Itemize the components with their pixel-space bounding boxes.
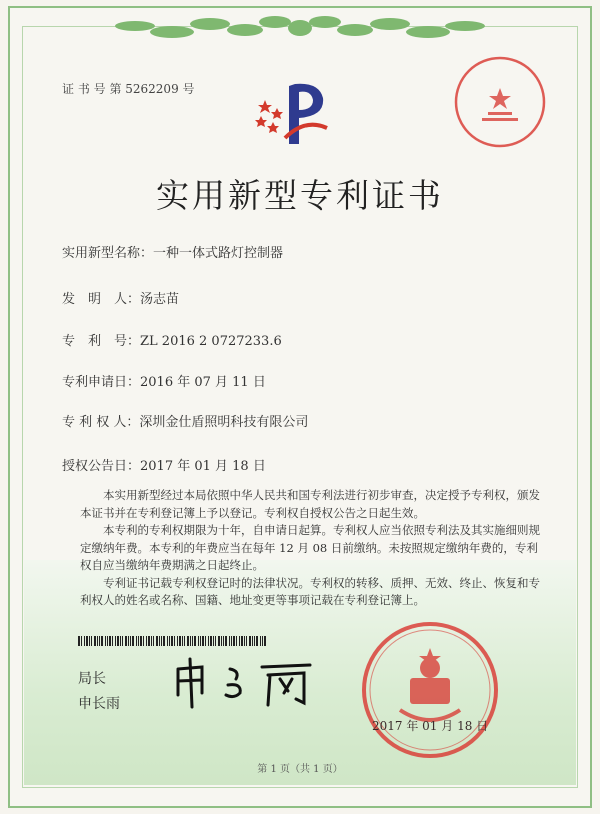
certificate-body [80, 487, 540, 610]
body-paragraph: 专利证书记载专利权登记时的法律状况。专利权的转移、质押、无效、终止、恢复和专利权人的姓名或名称、国籍、地址变更等事项记载在专利登记簿上。 [80, 575, 540, 607]
certificate-number: 证 书 号 第 5262209 号 [62, 82, 195, 96]
issue-date: 2017 年 01 月 18 日 [372, 719, 489, 733]
cnipa-logo-icon [255, 78, 335, 148]
filing-date: 专利申请日：2016 年 07 月 11 日 [62, 375, 266, 390]
barcode [78, 636, 268, 646]
body-paragraph: 本专利的专利权期限为十年，自申请日起算。专利权人应当依照专利法及其实施细则规定缴纳年费。本专利的年费应当在每年 12 月 08 日前缴纳。未按照规定缴纳年费的，专利权自应当缴纳年费期满之日起终止。 [80, 523, 540, 572]
director-name: 申长雨 [78, 696, 120, 712]
page-number: 第 1 页（共 1 页） [257, 764, 343, 775]
director-signature [170, 655, 320, 710]
patentee: 专 利 权 人：深圳金仕盾照明科技有限公司 [62, 415, 309, 430]
director-title: 局长 [78, 671, 106, 687]
certificate-title: 实用新型专利证书 [156, 176, 444, 215]
official-seal [360, 620, 500, 760]
wreath-ornament [110, 8, 490, 48]
printing-seal [452, 54, 548, 150]
body-paragraph: 本实用新型经过本局依照中华人民共和国专利法进行初步审查，决定授予专利权，颁发本证书并在专利登记簿上予以登记。专利权自授权公告之日起生效。 [80, 488, 540, 520]
patent-number: 专 利 号：ZL 2016 2 0727233.6 [62, 334, 282, 349]
inventor: 发 明 人：汤志苗 [62, 292, 180, 307]
utility-model-name: 实用新型名称：一种一体式路灯控制器 [62, 246, 284, 261]
grant-announcement-date: 授权公告日：2017 年 01 月 18 日 [62, 459, 266, 474]
